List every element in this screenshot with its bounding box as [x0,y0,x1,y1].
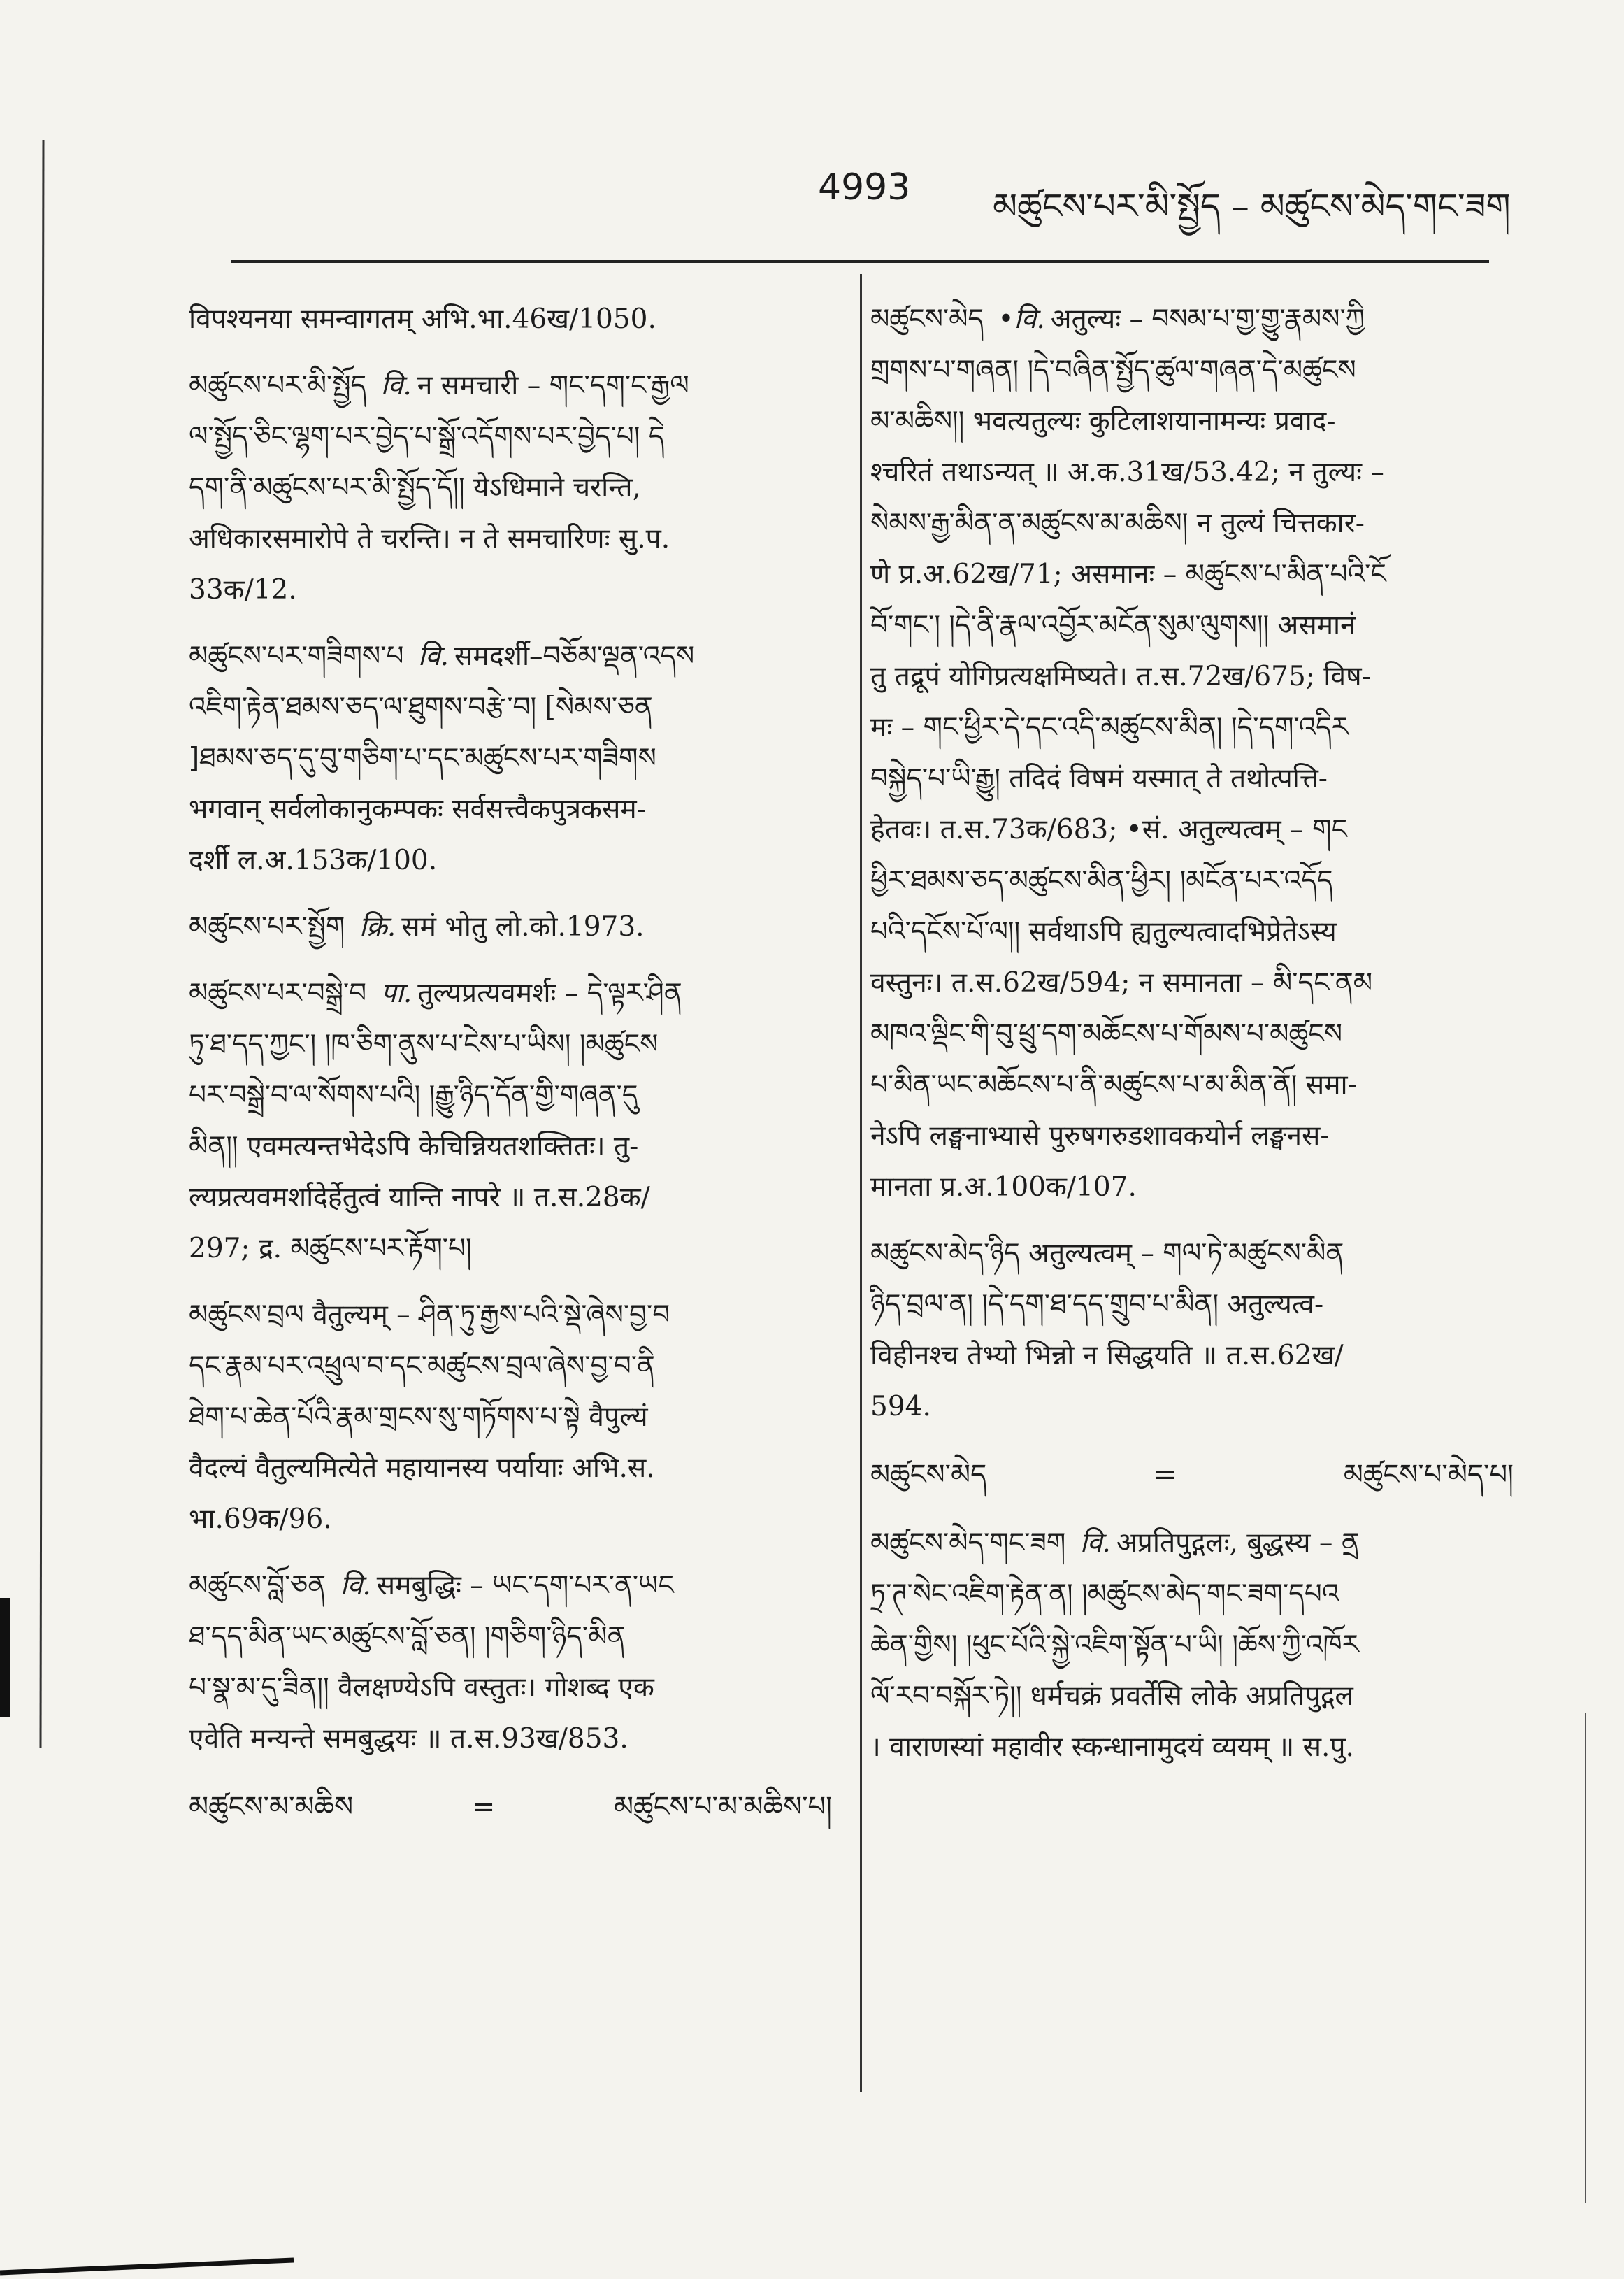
entry-line [870,1228,1514,1279]
entry-text: མཁའ་ལྡིང་གི་བུ་ཕྲུ་དག་མཆོངས་པ་གོམས་པ་མཚུངས [870,1018,1343,1050]
entry-line [189,968,832,1019]
entry-line [870,1671,1514,1722]
entry-text: एवेति मन्यन्ते समबुद्धयः ॥ त.स.93ख/853. [189,1723,628,1755]
right-entries [870,294,1514,1432]
entry-text: ल्यप्रत्यवमर्शादेर्हेतुत्वं यान्ति नापरे ॥ त.स.28क/ [189,1182,650,1213]
entry-text: । वाराणस्यां महावीर स्कन्धानामुदयं व्ययम् ॥ स.पु. [870,1731,1354,1763]
entry-line [189,1713,832,1764]
entry-line [870,498,1514,549]
running-head: མཚུངས་པར་མི་སྤྱོད – མཚུངས་མེད་གང་ཟག [993,186,1511,227]
entry-text: 594. [870,1391,931,1422]
entry-text: वैतुल्यम् – ཤིན་ཏུ་རྒྱས་པའི་སྡེ་ཞེས་བྱ་བ [312,1299,670,1331]
entry-line [870,1517,1514,1569]
dictionary-entry [870,1228,1514,1432]
entry-line [189,1341,832,1392]
headword: མཚུངས་བྲལ [189,1299,313,1331]
entry-line [189,411,832,462]
entry-line [189,360,832,411]
entry-text: པ་མིན་ཡང་མཆོངས་པ་ནི་མཚུངས་པ་མ་མིན་ནོ། समा- [870,1069,1357,1101]
headword: མཚུངས་པར་བསྒྲེ་བ [189,978,375,1009]
entry-text: अतुल्यत्वम् – གལ་ཏེ་མཚུངས་མིན [1028,1238,1344,1269]
dictionary-entry [189,1560,832,1764]
dictionary-entry [189,294,832,345]
entry-line [189,294,832,345]
grammar-label: वि. [1079,1527,1111,1559]
entry-text: ཉིད་བྲལ་ན། །དེ་དག་ཐ་དད་གྲུབ་པ་མིན། अतुल्यत्व- [870,1289,1324,1320]
entry-text: तुल्यप्रत्यवमर्शः – དེ་ལྟར་ཤིན [417,978,682,1009]
xref-equals-sign: = [471,1791,496,1823]
right-column [870,294,1514,2210]
entry-text: སེམས་རྒྱ་མིན་ན་མཚུངས་མ་མཆིས། न तुल्यं चित्तकार- [870,508,1365,539]
dictionary-entry [189,968,832,1274]
entry-text: हेतवः। त.स.73क/683; •सं. अतुल्यत्वम् – གང [870,814,1347,845]
dictionary-entry [870,294,1514,1213]
grammar-label: पा. [380,978,412,1009]
entry-line [870,702,1514,753]
entry-line [870,549,1514,600]
entry-line [870,1279,1514,1330]
xref-target: མཚུངས་པ་མེད་པ། [1343,1459,1514,1491]
binding-edge-mark [0,1598,10,1717]
headword: མཚུངས་པར་སྤྱོག [189,911,354,943]
entry-line [870,345,1514,396]
entry-line [189,564,832,615]
grammar-label: •वि. [998,303,1045,335]
entry-text: བསྐྱེད་པ་ཡི་རྒྱུ། तदिदं विषमं यस्मात् ते तथोत्पत्ति- [870,763,1328,794]
left-entries [189,294,832,1764]
binding-edge-line [41,140,43,1748]
entry-line [189,1019,832,1070]
entry-line [870,1162,1514,1213]
scan-corner-line [0,2260,294,2273]
entry-text: ཏྲ་ཊ་སེང་འཇིག་རྟེན་ན། །མཚུངས་མེད་གང་ཟག་དཔའ [870,1578,1339,1610]
entry-text: मानता प्र.अ.100क/107. [870,1171,1137,1203]
entry-line [870,1330,1514,1381]
entry-text: समदर्शी–བཅོམ་ལྡན་འདས [454,641,695,672]
cross-reference [870,1448,1514,1502]
entry-line [189,784,832,835]
column-divider [860,274,862,2092]
entry-text: अप्रतिपुद्गलः, बुद्धस्य – ནྲ [1116,1527,1360,1559]
entry-line [870,1620,1514,1671]
entry-text: न समचारी – གང་དག་ང་རྒྱལ [417,370,689,401]
entry-text: མ་མཆིས།། भवत्यतुल्यः कुटिलाशयानामन्यः प्रवाद- [870,406,1336,437]
dictionary-entry [189,360,832,615]
entry-text: ཐེག་པ་ཆེན་པོའི་རྣམ་གྲངས་སུ་གཏོགས་པ་སྟེ वैपुल्यं [189,1401,648,1433]
left-column [189,294,832,2210]
entry-text: ཆེན་གྱིས། །ཕུང་པོའི་སྐྱེ་འཇིག་སྟོན་པ་ཡི། །ཆོས་ཀྱི་འཁོར [870,1629,1359,1661]
entry-line [189,1494,832,1545]
entry-line [189,835,832,886]
entry-text: པའི་དངོས་པོ་ལ།། सर्वथाऽपि ह्यतुल्यत्वादभिप्रेतेऽस्य [870,916,1337,948]
entry-line [870,651,1514,702]
entry-line [870,1110,1514,1162]
entry-line [870,447,1514,498]
entry-line [189,1289,832,1341]
entry-text: ]ཐམས་ཅད་དུ་བུ་གཅིག་པ་དང་མཚུངས་པར་གཟིགས [189,743,656,774]
xref-term: མཚུངས་མེད [870,1459,987,1491]
entry-line [870,957,1514,1008]
entry-line [189,1223,832,1274]
entry-text: विहीनश्च तेभ्यो भिन्नो न सिद्धयति ॥ त.स.62ख/ [870,1340,1344,1371]
xref-equals-sign: = [1153,1459,1177,1491]
entry-text: བོ་གང་། །དེ་ནི་རྣལ་འབྱོར་མངོན་སུམ་ལུགས།། असमानं [870,610,1356,641]
entry-text: नेऽपि लङ्घनाभ्यासे पुरुषगरुडशावकयोर्न लङ्घनस- [870,1120,1330,1152]
entry-line [870,396,1514,447]
headword: མཚུངས་པར་གཟིགས་པ [189,641,412,672]
entry-text: समं भोतु लो.को.1973. [401,911,645,943]
entry-text: པ་སྣ་མ་དུ་ཟིན།། वैलक्षण्येऽपि वस्तुतः। गोशब्द एक [189,1672,654,1703]
entry-text: मः – གང་ཕྱིར་དེ་དང་འདི་མཚུངས་མིན། །དེ་དག་འདིར [870,712,1349,743]
entry-text: དག་ནི་མཚུངས་པར་མི་སྤྱོད་དོ།། येऽधिमाने चरन्ति, [189,472,641,503]
grammar-label: वि. [417,641,450,672]
dictionary-entry [189,901,832,952]
entry-line [189,1392,832,1443]
entry-text: ལ་སྤྱོད་ཅིང་ལྷག་པར་བྱེད་པ་སྒྲོ་འདོགས་པར་བྱེད་པ། དེ [189,421,665,452]
entry-line [870,753,1514,804]
entry-line [870,600,1514,651]
entry-line [189,1070,832,1121]
entry-line [870,1008,1514,1059]
entry-line [870,294,1514,345]
headword: མཚུངས་པར་མི་སྤྱོད [189,370,375,401]
entry-line [870,855,1514,906]
entry-line [189,901,832,952]
dictionary-entry [189,631,832,886]
entry-text: འཇིག་རྟེན་ཐམས་ཅད་ལ་ཐུགས་བརྩེ་བ། [སེམས་ཅན [189,692,653,723]
entry-text: दर्शी ल.अ.153क/100. [189,845,438,876]
entry-text: णे प्र.अ.62ख/71; असमानः – མཚུངས་པ་མིན་པའི་ངོ [870,559,1386,590]
entry-line [189,1560,832,1611]
headword: མཚུངས་མེད་ཉིད [870,1238,1029,1269]
entry-text: ཕྱིར་ཐམས་ཅད་མཚུངས་མིན་ཕྱིར། །མངོན་པར་འདོད [870,865,1333,896]
entry-text: तु तद्रूपं योगिप्रत्यक्षमिष्यते। त.स.72ख/675; विष- [870,661,1371,692]
header-rule [231,260,1489,263]
entry-line [189,1443,832,1494]
right-last-entry [870,1517,1514,1773]
entry-text: ཏུ་ཐ་དད་ཀྱང་། །ཁ་ཅིག་ནུས་པ་ངེས་པ་ཡིས། །མཚུངས [189,1029,659,1060]
entry-text: པར་བསྒྲེ་བ་ལ་སོགས་པའི། །རྒྱུ་ཉིད་དོན་གྱི་གཞན་དུ [189,1080,638,1111]
dictionary-entry [189,1289,832,1545]
entry-line [870,1381,1514,1432]
entry-text: भा.69क/96. [189,1503,332,1535]
entry-text: भगवान् सर्वलोकानुकम्पकः सर्वसत्त्वैकपुत्रकसम- [189,794,646,825]
entry-line [870,1059,1514,1110]
entry-text: དང་རྣམ་པར་འཕྲུལ་བ་དང་མཚུངས་བྲལ་ཞེས་བྱ་བ་ནི [189,1350,655,1382]
grammar-label: वि. [380,370,412,401]
entry-line [189,1662,832,1713]
entry-text: श्चरितं तथाऽन्यत् ॥ अ.क.31ख/53.42; न तुल्यः – [870,457,1384,488]
entry-text: वैदल्यं वैतुल्यमित्येते महायानस्य पर्यायाः अभि.स. [189,1452,655,1484]
headword: མཚུངས་མེད [870,303,993,335]
page-number: 4993 [818,166,911,208]
entry-text: वस्तुनः। त.स.62ख/594; न समानता – མི་དང་ནམ [870,967,1373,999]
entry-line [870,804,1514,855]
xref-target: མཚུངས་པ་མ་མཆིས་པ། [613,1791,832,1823]
entry-text: अतुल्यः – བསམ་པ་གྱ་གྱུ་རྣམས་ཀྱི [1050,303,1365,335]
headword: མཚུངས་བློ་ཅན [189,1570,335,1601]
entry-line [870,906,1514,957]
entry-line [189,733,832,784]
entry-line [189,631,832,682]
entry-text: ཐ་དད་མིན་ཡང་མཚུངས་བློ་ཅན། །གཅིག་ཉིད་མིན [189,1621,626,1652]
grammar-label: वि. [340,1570,371,1601]
entry-text: 33क/12. [189,574,297,606]
entry-line [189,462,832,513]
cross-reference [189,1780,832,1834]
entry-line [189,513,832,564]
grammar-label: क्रि. [359,911,396,943]
dictionary-entry [870,1517,1514,1773]
entry-line [870,1569,1514,1620]
entry-text: अधिकारसमारोपे ते चरन्ति। न ते समचारिणः सु.प. [189,523,670,555]
entry-line [189,1121,832,1172]
entry-text: མིན།། एवमत्यन्तभेदेऽपि केचिन्नियतशक्तितः। तु- [189,1131,639,1162]
entry-text: ལོ་རབ་བསྐོར་ཏེ།། धर्मचक्रं प्रवर्तेसि लोके अप्रतिपुद्गल [870,1680,1353,1712]
entry-text: 297; द्र. མཚུངས་པར་རྟོག་པ། [189,1233,472,1264]
entry-line [189,682,832,733]
entry-line [189,1611,832,1662]
xref-term: མཚུངས་མ་མཆིས [189,1791,354,1823]
entry-line [189,1172,832,1223]
entry-text: समबुद्धिः – ཡང་དག་པར་ན་ཡང [376,1570,674,1601]
entry-line [870,1722,1514,1773]
headword: མཚུངས་མེད་གང་ཟག [870,1527,1075,1559]
entry-text: विपश्यनया समन्वागतम् अभि.भा.46ख/1050. [189,303,656,335]
entry-text: གྲགས་པ་གཞན། །དེ་བཞིན་སྤྱོད་ཚུལ་གཞན་དེ་མཚུངས [870,355,1356,386]
